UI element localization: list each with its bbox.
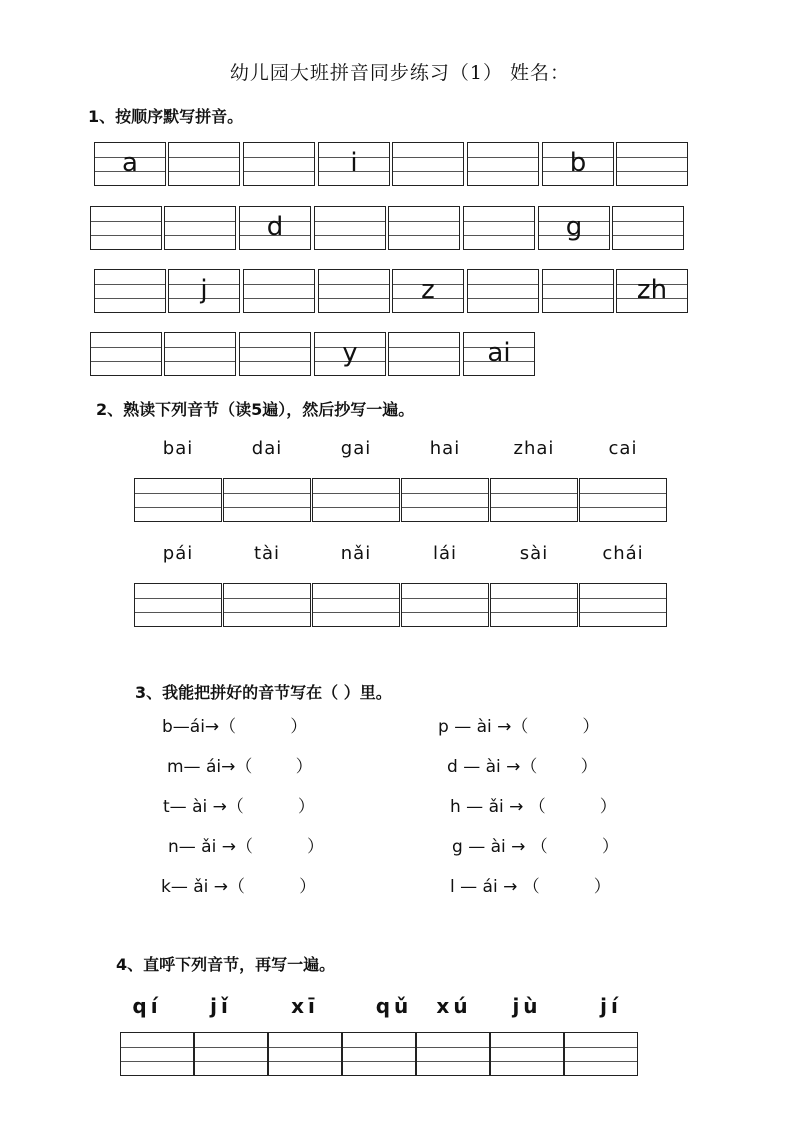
writing-cell[interactable] — [490, 1032, 564, 1076]
writing-cell[interactable] — [134, 478, 222, 522]
writing-cell[interactable] — [90, 332, 162, 376]
syllable: jǐ — [210, 994, 232, 1018]
writing-cell[interactable]: d — [239, 206, 311, 250]
writing-cell[interactable] — [401, 583, 489, 627]
syllable: qǔ — [375, 994, 413, 1018]
syllable-equation: b—ái→（ ） — [162, 717, 308, 737]
writing-cell[interactable] — [416, 1032, 490, 1076]
syllable: hai — [429, 438, 461, 459]
writing-cell[interactable]: z — [392, 269, 464, 313]
writing-cell[interactable] — [388, 206, 460, 250]
section4-heading: 4、直呼下列音节，再写一遍。 — [116, 955, 336, 974]
syllable: lái — [432, 543, 458, 564]
syllable: chái — [602, 543, 644, 564]
writing-cell[interactable]: i — [318, 142, 390, 186]
syllable-equation: l — ái → （ ） — [450, 877, 611, 897]
writing-cell[interactable] — [223, 583, 311, 627]
syllable: dai — [251, 438, 283, 459]
writing-cell[interactable] — [223, 478, 311, 522]
writing-cell[interactable] — [94, 269, 166, 313]
syllable: bai — [162, 438, 194, 459]
writing-cell[interactable] — [467, 269, 539, 313]
writing-cell[interactable] — [243, 142, 315, 186]
writing-cell[interactable] — [463, 206, 535, 250]
section1-heading: 1、按顺序默写拼音。 — [88, 107, 244, 126]
writing-cell[interactable] — [401, 478, 489, 522]
writing-cell[interactable] — [239, 332, 311, 376]
syllable: tài — [253, 543, 281, 564]
writing-cell[interactable] — [314, 206, 386, 250]
writing-cell[interactable] — [312, 478, 400, 522]
writing-cell[interactable] — [312, 583, 400, 627]
section2-heading: 2、熟读下列音节（读5遍），然后抄写一遍。 — [96, 400, 415, 419]
syllable-equation: h — ǎi → （ ） — [450, 797, 617, 817]
syllable-equation: g — ài → （ ） — [452, 837, 619, 857]
syllable-equation: n— ǎi →（ ） — [168, 837, 325, 857]
syllable-equation: p — ài →（ ） — [438, 717, 600, 737]
writing-cell[interactable] — [90, 206, 162, 250]
writing-cell[interactable] — [490, 583, 578, 627]
syllable-equation: t— ài →（ ） — [163, 797, 315, 817]
writing-cell[interactable] — [318, 269, 390, 313]
writing-cell[interactable] — [134, 583, 222, 627]
syllable-equation: m— ái→（ ） — [167, 757, 313, 777]
syllable: qí — [132, 994, 162, 1018]
syllable: sài — [519, 543, 549, 564]
writing-cell[interactable]: y — [314, 332, 386, 376]
writing-cell[interactable] — [164, 206, 236, 250]
page-title: 幼儿园大班拼音同步练习（1） 姓名： — [229, 62, 571, 84]
syllable-equation: d — ài →（ ） — [447, 757, 598, 777]
writing-cell[interactable] — [194, 1032, 268, 1076]
writing-cell[interactable] — [467, 142, 539, 186]
syllable-equation: k— ǎi →（ ） — [161, 877, 317, 897]
writing-cell[interactable]: zh — [616, 269, 688, 313]
syllable: gai — [340, 438, 372, 459]
writing-cell[interactable] — [579, 478, 667, 522]
syllable: pái — [162, 543, 194, 564]
syllable: jù — [512, 994, 542, 1018]
syllable: jí — [600, 994, 622, 1018]
writing-cell[interactable] — [168, 142, 240, 186]
section3-heading: 3、我能把拼好的音节写在（ ）里。 — [135, 683, 392, 702]
writing-cell[interactable] — [268, 1032, 342, 1076]
writing-cell[interactable] — [392, 142, 464, 186]
writing-cell[interactable]: b — [542, 142, 614, 186]
writing-cell[interactable]: j — [168, 269, 240, 313]
writing-cell[interactable] — [579, 583, 667, 627]
syllable: zhai — [513, 438, 555, 459]
writing-cell[interactable] — [564, 1032, 638, 1076]
writing-cell[interactable] — [388, 332, 460, 376]
writing-cell[interactable] — [612, 206, 684, 250]
syllable: nǎi — [340, 543, 372, 564]
writing-cell[interactable]: ai — [463, 332, 535, 376]
writing-cell[interactable] — [120, 1032, 194, 1076]
writing-cell[interactable] — [490, 478, 578, 522]
writing-cell[interactable]: a — [94, 142, 166, 186]
writing-cell[interactable] — [542, 269, 614, 313]
writing-cell[interactable] — [616, 142, 688, 186]
syllable: xī — [291, 994, 319, 1018]
writing-cell[interactable]: g — [538, 206, 610, 250]
syllable: xú — [436, 994, 472, 1018]
writing-cell[interactable] — [342, 1032, 416, 1076]
writing-cell[interactable] — [243, 269, 315, 313]
syllable: cai — [608, 438, 638, 459]
writing-cell[interactable] — [164, 332, 236, 376]
